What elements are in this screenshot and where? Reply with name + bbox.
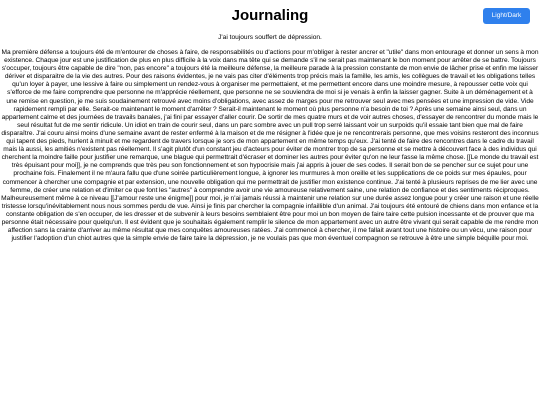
theme-toggle-button[interactable]: Light/Dark	[483, 8, 530, 24]
page-header	[0, 0, 540, 34]
page-title: Journaling	[231, 7, 309, 24]
entry-subtitle: J'ai toujours souffert de dépression.	[218, 34, 322, 41]
entry-body: Ma première défense a toujours été de m'entourer de choses à faire, de responsabilités ou d'actions pour m'obliger à rester ancrer et "utile" dans mon entourage et donner un sens à mon existence. Chaque jour est une justification de plus en plus difficile à la voix dans ma tête qui se demande s'il ne serait pas maintenant le bon moment pour arrêter de se battre. Toujours s'occuper, toujours être capable de dire "non, pas encore" a toujours été la meilleure défense, la meilleure parade à la pression constante de mon envie de lâcher prise et enfin me laisser dériver et disparaitre de la vie des autres. Pour des raisons évidentes, je ne vais pas citer d'éléments trop précis mais la famille, les amis, les collègues de travail et les obligations telles qu'un loyer à payer, une lessive à faire ou simplement un rendez-vous à organiser me permettaient, et me permettent encore dans une moindre mesure, à repousser cette voix qui s'efforce de me faire comprendre que personne ne m'apprécie réellement, que personne ne se souviendra de moi si je venais à enfin la laisser gagner. Suite à un déménagement et à une remise en question, je me suis soudainement retrouvé avec moins d'obligations, avec assez de marges pour me retrouver seul avec mes pensées et une impression de vide. Vide rapidement rempli par elle. Serait-ce maintenant le moment d'arrêter ? Serait-il maintenant le moment où plus personne n'a besoin de toi ? Après une semaine ainsi seul, dans un appartement calme et des journées de travails banales, j'ai fini par essayer d'aller courir. De sortir de mes quatre murs et de voir autres choses, d'essayer de rencontrer du monde mais le seul résultat fut de me sentir ridicule. Un idiot en train de courir seul, dans un parc sombre avec un pull trop serré laissant voir un surpoids qu'il essaie tant bien que mal de faire disparaître. J'ai couru ainsi moins d'une semaine avant de rester enfermé à la maison et de me résigner à l'idée que je ne rencontrerais personne, que mes voisins resteront des inconnus qui tapent des pieds, hurlent à minuit et me regardent de travers lorsque je sors de mon appartement en même temps qu'eux. J'ai tenté de faire des rencontres dans le cadre du travail mais là aussi, les amitiés n'existent pas réellement. Il s'agit plutôt d'un constant jeu d'acteurs pour éviter de montrer trop de sa personne et se mettre à découvert face à des individus qui cherchent la moindre faille pour justifier une remarque, une blague qui permettrait d'écraser et dominer les autres pour éviter qu'on ne leur fasse la même chose. [[Le monde du travail est très épuisant pour moi]], je ne comprends que très peu son fonctionnement et son hypocrisie mais j'ai appris à jouer de ses codes. Il serait bon de se pencher sur ce sujet pour une prochaine fois. Finalement il ne m'aura fallu que d'une soirée particulièrement longue, à ignorer les murmures à mon oreille et les supplications de ce poids sur mes épaules, pour commencer à chercher une compagnie et par extension, une nouvelle obligation qui me permettrait de justifier mon existence continue. J'ai tenté à plusieurs reprises de me lier avec une femme, de créer une relation et d'imiter ce que font les "autres" à comprendre avoir une vie amoureuse relativement saine, une relation de confiance et des sentiments réciproques. Malheureusement même à ce niveau [[J'amour reste une énigme]] pour moi, je n'ai jamais réussi à maintenir une relation sur une durée assez longue pour y créer une raison et une réelle tristesse lorsqu'inévitablement nous nous sommes perdu de vue. Ainsi je finis par chercher la compagnie infaillible d'un animal. J'ai toujours été entouré de chiens dans mon enfance et la constante obligation de s'en occuper, de les dresser et de subvenir à leurs besoins semblaient être pour moi un bon moyen de faire taire cette pulsion incessante et de prouver que ma personne était nécessaire pour quelqu'un. Il est évident que je souhaitais également remplir le silence de mon appartement avec un autre être vivant qui serait capable de me rendre mon affection sans la crainte d'arriver au même résultat que mes conquêtes amoureuses ratées. J'ai commencé à chercher, il me fallait avant tout une histoire ou un vécu, une raison pour justifier l'adoption d'un chiot autres que la simple envie de faire taire la dépression, je ne voulais pas que mon éventuel compagnon se retrouve à être une simple béquille pour moi.	[1, 49, 539, 243]
journal-entry	[0, 34, 540, 243]
